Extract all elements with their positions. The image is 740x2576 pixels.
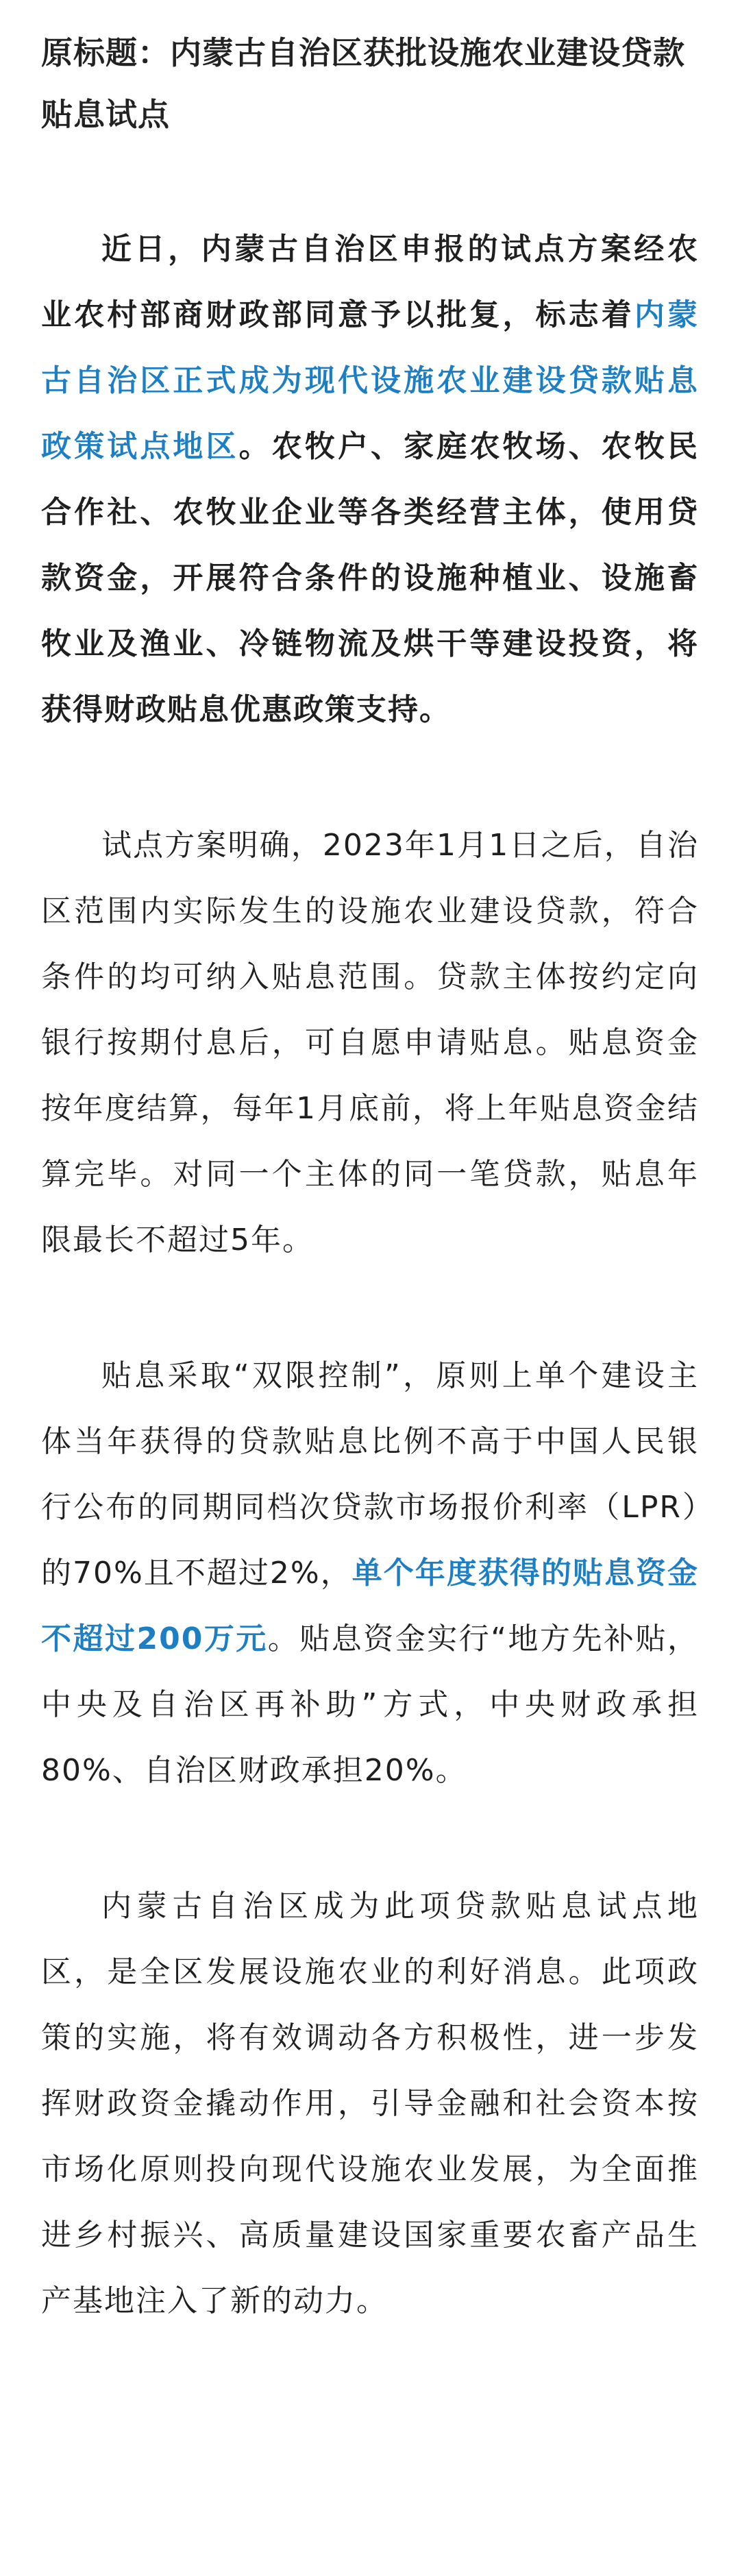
paragraph-4-text: 内蒙古自治区成为此项贷款贴息试点地区，是全区发展设施农业的利好消息。此项政策的实施，将有效调动各方积极性，进一步发挥财政资金撬动作用，引导金融和社会资本按市场化原则投向现代设施农业发展，为全面推进乡村振兴、高质量建设国家重要农畜产品生产基地注入了新的动力。 bbox=[41, 1889, 699, 2318]
paragraph-2-text: 试点方案明确，2023年1月1日之后，自治区范围内实际发生的设施农业建设贷款，符合条件的均可纳入贴息范围。贷款主体按约定向银行按期付息后，可自愿申请贴息。贴息资金按年度结算，每年1月底前，将上年贴息资金结算完毕。对同一个主体的同一笔贷款，贴息年限最长不超过5年。 bbox=[41, 828, 699, 1258]
paragraph-3-text-a: 贴息采取“双限控制”，原则上单个建设主体当年获得的贷款贴息比例不高于中国人民银行公布的同期同档次贷款市场报价利率（LPR）的70%且不超过2%， bbox=[41, 1358, 699, 1591]
paragraph-1-text-a: 近日，内蒙古自治区申报的试点方案经农业农村部商财政部同意予以批复，标志着 bbox=[41, 232, 699, 332]
paragraph-2 bbox=[41, 813, 699, 1273]
paragraph-3-highlight: 单个年度获得的贴息资金不超过200万元 bbox=[41, 1556, 699, 1656]
paragraph-1-highlight: 内蒙古自治区正式成为现代设施农业建设贷款贴息政策试点地区 bbox=[41, 297, 700, 464]
paragraph-1 bbox=[41, 217, 699, 743]
paragraph-4 bbox=[41, 1874, 699, 2334]
article-headline: 原标题：内蒙古自治区获批设施农业建设贷款贴息试点 bbox=[41, 34, 685, 133]
paragraph-3-text-b: 。贴息资金实行“地方先补贴，中央及自治区再补助”方式，中央财政承担80%、自治区财政承担20%。 bbox=[41, 1621, 699, 1788]
paragraph-1-text-b: 。农牧户、家庭农牧场、农牧民合作社、农牧业企业等各类经营主体，使用贷款资金，开展符合条件的设施种植业、设施畜牧业及渔业、冷链物流及烘干等建设投资，将获得财政贴息优惠政策支持。 bbox=[41, 429, 700, 727]
paragraph-3 bbox=[41, 1343, 699, 1804]
